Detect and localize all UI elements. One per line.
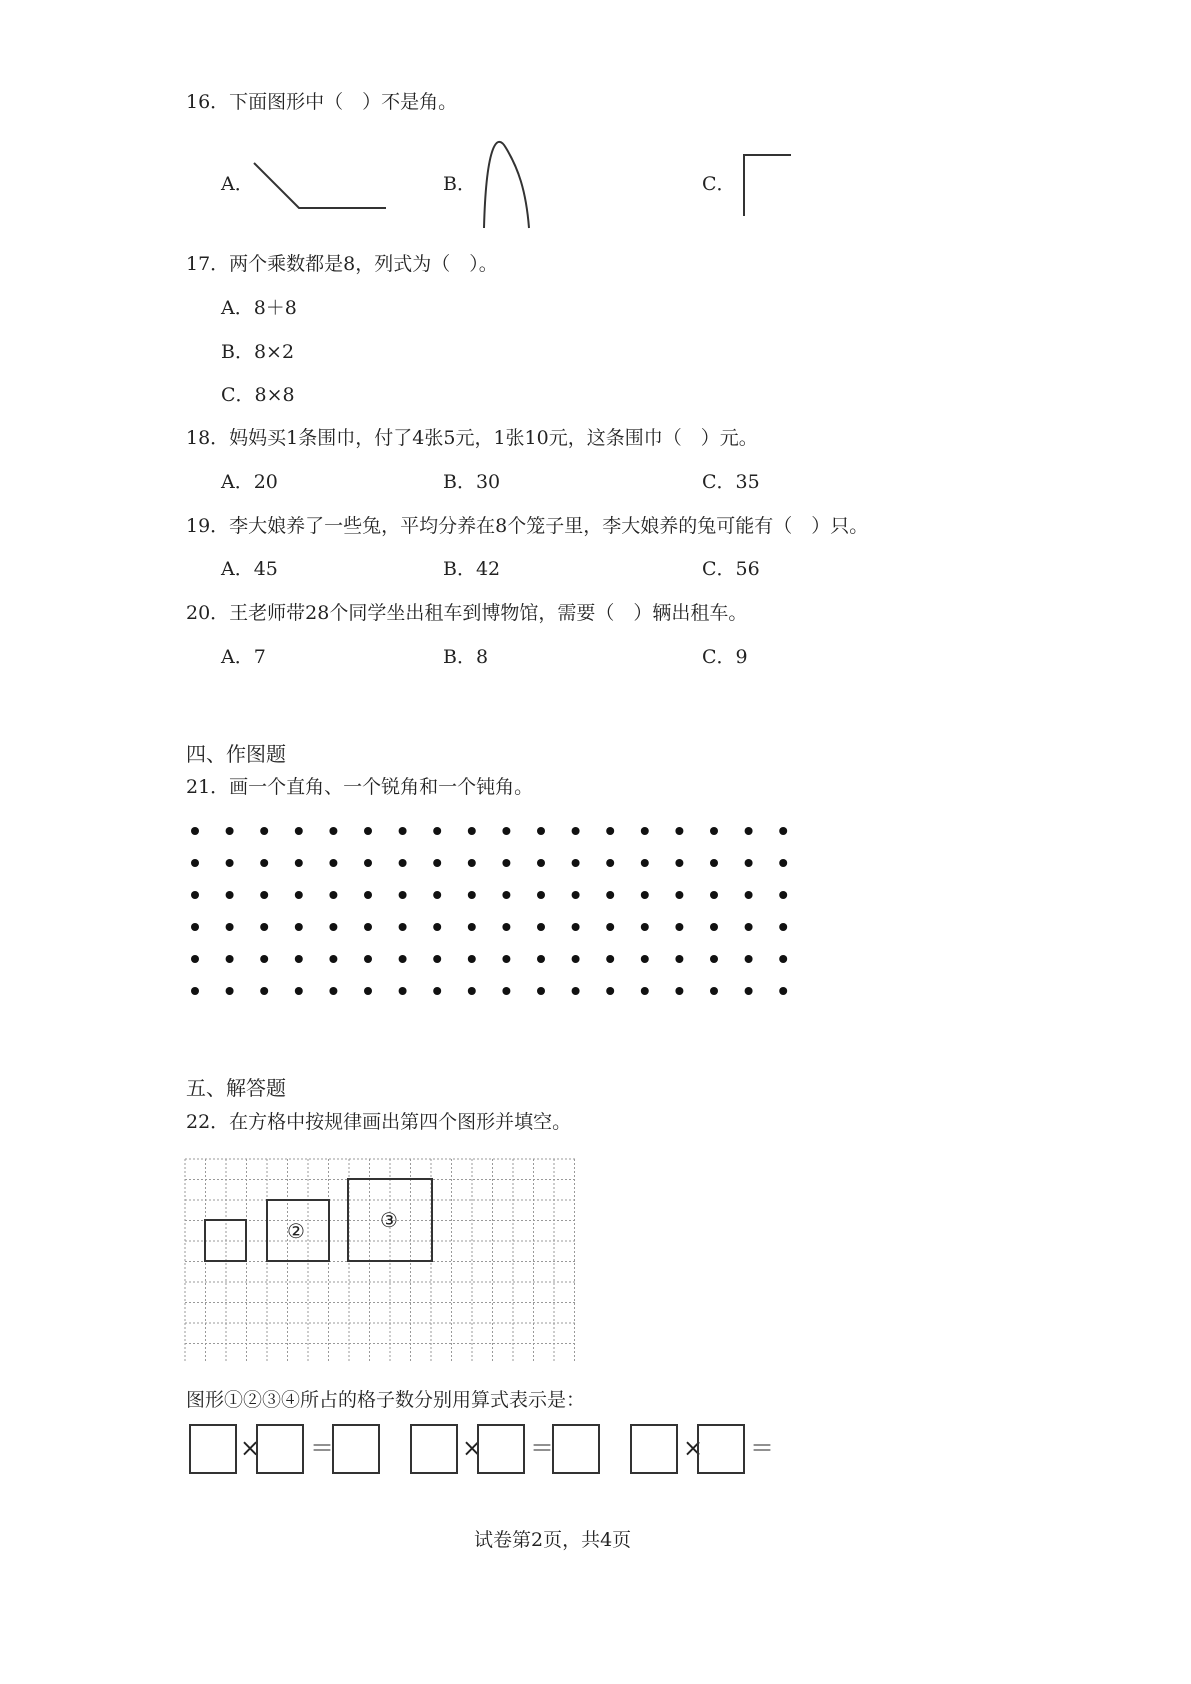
times-sign-1: × (240, 1434, 261, 1462)
answer-box-2a[interactable] (410, 1424, 458, 1474)
q19-option-c[interactable]: C．56 (702, 558, 760, 580)
q18-option-b[interactable]: B．30 (443, 471, 501, 493)
q16-option-c[interactable]: C． (702, 173, 736, 195)
section-4-title: 四、作图题 (186, 742, 286, 766)
q17-option-b[interactable]: B．8×2 (221, 341, 295, 363)
equals-sign-3: ＝ (750, 1434, 774, 1462)
q16-option-b[interactable]: B． (443, 173, 476, 195)
section-5-title: 五、解答题 (186, 1076, 286, 1100)
answer-box-3a[interactable] (630, 1424, 678, 1474)
q16-stem: 16．下面图形中（ ）不是角。 (186, 91, 458, 113)
answer-box-1b[interactable] (256, 1424, 304, 1474)
equals-sign-2: ＝ (530, 1434, 554, 1462)
equals-sign-1: ＝ (310, 1434, 334, 1462)
q19-option-b[interactable]: B．42 (443, 558, 501, 580)
figure-3-label: ③ (380, 1208, 398, 1232)
q20-option-c[interactable]: C．9 (702, 646, 748, 668)
q18-stem: 18．妈妈买1条围巾，付了4张5元，1张10元，这条围巾（ ）元。 (186, 427, 758, 449)
q21-stem: 21．画一个直角、一个锐角和一个钝角。 (186, 776, 534, 798)
answer-box-2c[interactable] (552, 1424, 600, 1474)
answer-box-1a[interactable] (189, 1424, 237, 1474)
q19-option-a[interactable]: A．45 (221, 558, 278, 580)
page-footer: 试卷第2页，共4页 (474, 1529, 632, 1551)
q20-option-b[interactable]: B．8 (443, 646, 489, 668)
q20-stem: 20．王老师带28个同学坐出租车到博物馆，需要（ ）辆出租车。 (186, 602, 748, 624)
q22-stem: 22．在方格中按规律画出第四个图形并填空。 (186, 1111, 572, 1133)
q20-option-a[interactable]: A．7 (221, 646, 266, 668)
answer-box-3b[interactable] (697, 1424, 745, 1474)
q18-option-a[interactable]: A．20 (221, 471, 278, 493)
times-sign-2: × (462, 1434, 483, 1462)
q18-option-c[interactable]: C．35 (702, 471, 760, 493)
q17-option-a[interactable]: A．8＋8 (221, 297, 297, 319)
q17-option-c[interactable]: C．8×8 (221, 384, 295, 406)
q16-option-a[interactable]: A． (221, 173, 254, 195)
answer-box-1c[interactable] (332, 1424, 380, 1474)
q19-stem: 19．李大娘养了一些兔，平均分养在8个笼子里，李大娘养的兔可能有（ ）只。 (186, 515, 869, 537)
formula-intro: 图形①②③④所占的格子数分别用算式表示是： (186, 1389, 586, 1411)
figure-2-label: ② (287, 1219, 305, 1243)
answer-box-2b[interactable] (477, 1424, 525, 1474)
q17-stem: 17．两个乘数都是8，列式为（ ）。 (186, 253, 498, 275)
times-sign-3: × (683, 1434, 704, 1462)
